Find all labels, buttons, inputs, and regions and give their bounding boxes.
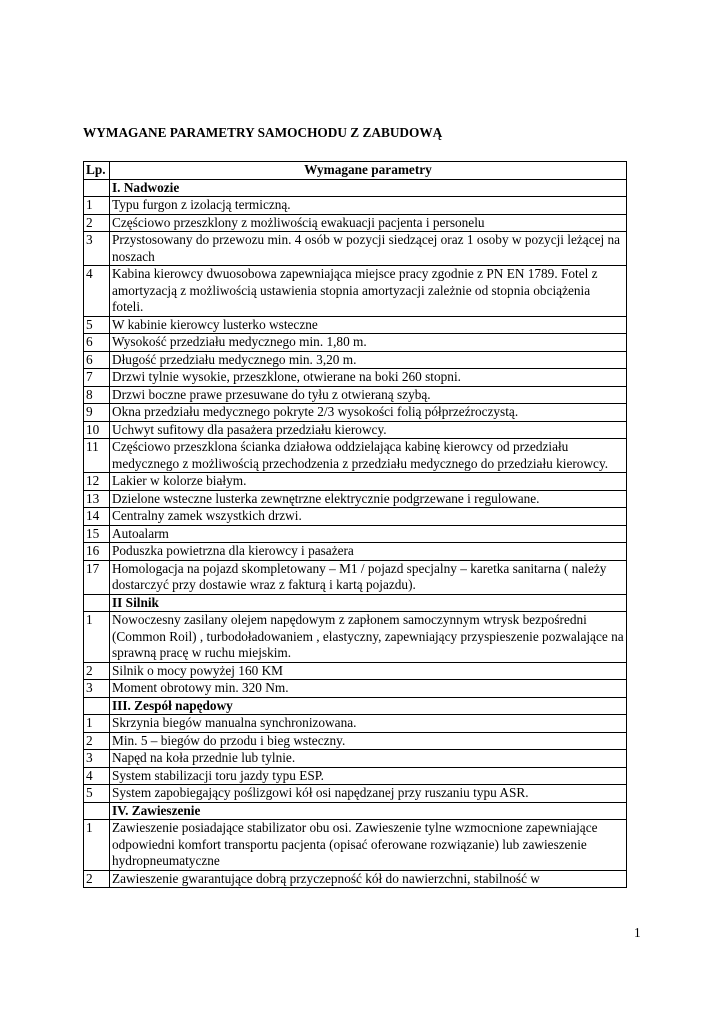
table-row xyxy=(84,334,627,352)
row-number: 7 xyxy=(84,369,110,387)
row-parameter: Częściowo przeszklona ścianka działowa oddzielająca kabinę kierowcy od przedziału medycznego z możliwością przechodzenia z przedziału medycznego do przedziału kierowcy. xyxy=(110,439,627,473)
table-body xyxy=(84,179,627,888)
row-parameter: Długość przedziału medycznego min. 3,20 m. xyxy=(110,351,627,369)
row-number: 17 xyxy=(84,560,110,594)
table-row xyxy=(84,439,627,473)
row-number xyxy=(84,594,110,612)
row-parameter: Częściowo przeszklony z możliwością ewakuacji pacjenta i personelu xyxy=(110,214,627,232)
row-number: 4 xyxy=(84,767,110,785)
document-title: WYMAGANE PARAMETRY SAMOCHODU Z ZABUDOWĄ xyxy=(83,125,443,140)
table-row xyxy=(84,421,627,439)
row-parameter: Autoalarm xyxy=(110,525,627,543)
row-number: 6 xyxy=(84,334,110,352)
table-row xyxy=(84,785,627,803)
row-number: 5 xyxy=(84,316,110,334)
table-row xyxy=(84,750,627,768)
row-number: 2 xyxy=(84,214,110,232)
row-parameter: Zawieszenie gwarantujące dobrą przyczepność kół do nawierzchni, stabilność w xyxy=(112,870,540,886)
table-row xyxy=(84,732,627,750)
row-number: 1 xyxy=(84,197,110,215)
row-number: 3 xyxy=(84,680,110,698)
row-parameter: Silnik o mocy powyżej 160 KM xyxy=(110,662,627,680)
table-row xyxy=(84,870,627,888)
section-row xyxy=(84,594,627,612)
table-row xyxy=(84,680,627,698)
row-parameter-cell xyxy=(110,870,627,888)
table-row xyxy=(84,767,627,785)
row-parameter: Nowoczesny zasilany olejem napędowym z zapłonem samoczynnym wtrysk bezpośredni (Common Roil) , turbodoładowaniem , elastyczny, zapewniający przyspieszenie pozwalające na sprawną pracę w ruchu miejskim. xyxy=(110,612,627,663)
row-number xyxy=(84,802,110,820)
table-row xyxy=(84,715,627,733)
table-row xyxy=(84,214,627,232)
row-number: 6 xyxy=(84,351,110,369)
row-number: 1 xyxy=(84,820,110,871)
row-number: 14 xyxy=(84,508,110,526)
table-row xyxy=(84,820,627,871)
table-row xyxy=(84,266,627,317)
table-row xyxy=(84,386,627,404)
row-parameter: Napęd na koła przednie lub tylnie. xyxy=(110,750,627,768)
row-number: 3 xyxy=(84,750,110,768)
table-row xyxy=(84,612,627,663)
row-parameter: Zawieszenie posiadające stabilizator obu osi. Zawieszenie tylne wzmocnione zapewniające odpowiedni komfort transportu pacjenta (opisać oferowane rozwiązanie) lub zawieszenie hydropneumatyczne xyxy=(110,820,627,871)
row-number: 16 xyxy=(84,543,110,561)
table-row xyxy=(84,351,627,369)
row-parameter: Typu furgon z izolacją termiczną. xyxy=(110,197,627,215)
header-parameters: Wymagane parametry xyxy=(110,162,627,180)
row-parameter: Kabina kierowcy dwuosobowa zapewniająca miejsce pracy zgodnie z PN EN 1789. Fotel z amortyzacją z możliwością ustawienia stopnia amortyzacji zależnie od stopnia obciążenia foteli. xyxy=(110,266,627,317)
page-number: 1 xyxy=(634,925,641,940)
section-heading: IV. Zawieszenie xyxy=(110,802,627,820)
row-number: 10 xyxy=(84,421,110,439)
table-row xyxy=(84,560,627,594)
table-row xyxy=(84,490,627,508)
header-lp: Lp. xyxy=(84,162,110,180)
row-parameter: Centralny zamek wszystkich drzwi. xyxy=(110,508,627,526)
table-row xyxy=(84,316,627,334)
section-heading: II Silnik xyxy=(110,594,627,612)
row-number: 2 xyxy=(84,662,110,680)
section-heading: I. Nadwozie xyxy=(110,179,627,197)
row-parameter: System stabilizacji toru jazdy typu ESP. xyxy=(110,767,627,785)
row-number: 12 xyxy=(84,473,110,491)
row-parameter: Okna przedziału medycznego pokryte 2/3 wysokości folią półprzeźroczystą. xyxy=(110,404,627,422)
row-number: 4 xyxy=(84,266,110,317)
table-row xyxy=(84,404,627,422)
section-row xyxy=(84,802,627,820)
row-number xyxy=(84,697,110,715)
row-number: 3 xyxy=(84,232,110,266)
row-parameter: Przystosowany do przewozu min. 4 osób w pozycji siedzącej oraz 1 osoby w pozycji leżącej na noszach xyxy=(110,232,627,266)
row-number xyxy=(84,179,110,197)
row-parameter: Homologacja na pojazd skompletowany – M1 / pojazd specjalny – karetka sanitarna ( należy dostarczyć przy dostawie wraz z fakturą i kartą pojazdu). xyxy=(110,560,627,594)
section-row xyxy=(84,697,627,715)
row-number: 1 xyxy=(84,715,110,733)
row-number: 5 xyxy=(84,785,110,803)
requirements-table xyxy=(83,161,627,888)
table-row xyxy=(84,525,627,543)
row-number: 8 xyxy=(84,386,110,404)
section-row xyxy=(84,179,627,197)
row-parameter: Poduszka powietrzna dla kierowcy i pasażera xyxy=(110,543,627,561)
row-number: 13 xyxy=(84,490,110,508)
row-parameter: W kabinie kierowcy lusterko wsteczne xyxy=(110,316,627,334)
row-parameter: Lakier w kolorze białym. xyxy=(110,473,627,491)
row-number: 9 xyxy=(84,404,110,422)
row-parameter: Min. 5 – biegów do przodu i bieg wsteczny. xyxy=(110,732,627,750)
row-parameter: Uchwyt sufitowy dla pasażera przedziału kierowcy. xyxy=(110,421,627,439)
row-number: 1 xyxy=(84,612,110,663)
row-parameter: Dzielone wsteczne lusterka zewnętrzne elektrycznie podgrzewane i regulowane. xyxy=(110,490,627,508)
row-parameter: Drzwi boczne prawe przesuwane do tyłu z otwieraną szybą. xyxy=(110,386,627,404)
table-row xyxy=(84,369,627,387)
table-row xyxy=(84,662,627,680)
row-parameter: Drzwi tylnie wysokie, przeszklone, otwierane na boki 260 stopni. xyxy=(110,369,627,387)
section-heading: III. Zespół napędowy xyxy=(110,697,627,715)
row-parameter: Wysokość przedziału medycznego min. 1,80 m. xyxy=(110,334,627,352)
row-parameter: Moment obrotowy min. 320 Nm. xyxy=(110,680,627,698)
table-row xyxy=(84,473,627,491)
table-row xyxy=(84,508,627,526)
table-row xyxy=(84,197,627,215)
row-number: 11 xyxy=(84,439,110,473)
table-row xyxy=(84,543,627,561)
row-number: 15 xyxy=(84,525,110,543)
table-row xyxy=(84,232,627,266)
row-parameter: System zapobiegający poślizgowi kół osi napędzanej przy ruszaniu typu ASR. xyxy=(110,785,627,803)
row-parameter: Skrzynia biegów manualna synchronizowana. xyxy=(110,715,627,733)
row-number: 2 xyxy=(84,732,110,750)
table-header-row xyxy=(84,162,627,180)
row-number: 2 xyxy=(84,870,110,888)
